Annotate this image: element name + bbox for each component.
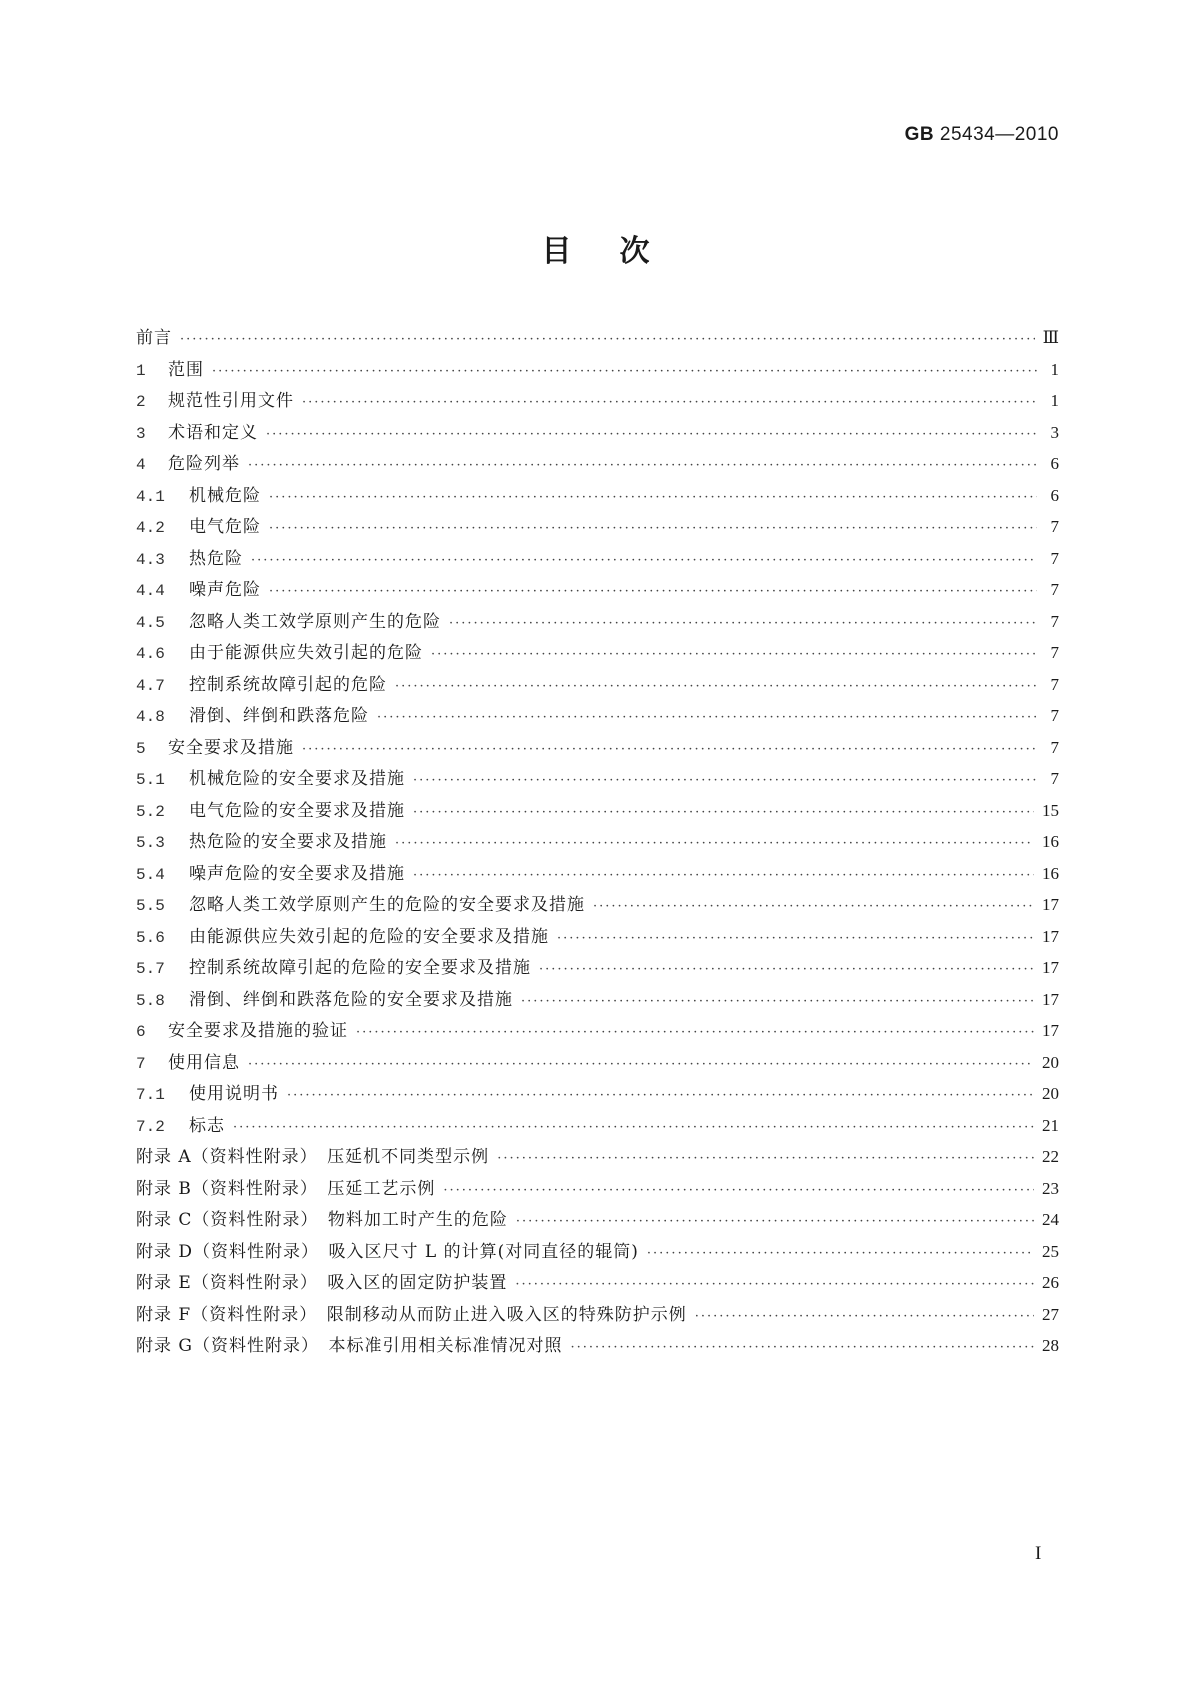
- toc-dot-leader: [695, 1301, 1034, 1333]
- toc-entry-label: 噪声危险的安全要求及措施: [189, 863, 405, 884]
- toc-entry-number: 4.2: [136, 519, 165, 537]
- toc-entry[interactable]: [136, 1330, 1059, 1362]
- toc-entry-page: 7: [1050, 706, 1059, 725]
- toc-entry-label: 热危险的安全要求及措施: [189, 832, 387, 852]
- toc-entry-label: 附录 A（资料性附录） 压延机不同类型示例: [136, 1147, 490, 1167]
- toc-dot-leader: [413, 860, 1034, 892]
- toc-dot-leader: [251, 545, 1037, 577]
- standard-code: [905, 124, 1059, 146]
- toc-entry-label: 热危险: [189, 548, 243, 569]
- toc-dot-leader: [180, 324, 1035, 356]
- toc-entry-page: 7: [1050, 517, 1059, 536]
- toc-entry-page: 27: [1042, 1304, 1059, 1324]
- toc-entry-page: 16: [1042, 832, 1059, 851]
- toc-entry-page: 17: [1042, 989, 1059, 1009]
- toc-entry[interactable]: [136, 669, 1059, 701]
- toc-entry-number: 4.7: [136, 676, 165, 695]
- toc-entry-label: 使用说明书: [189, 1084, 279, 1104]
- toc-entry-page: 6: [1050, 485, 1059, 505]
- toc-entry[interactable]: [136, 606, 1059, 638]
- toc-entry-page: 1: [1050, 391, 1059, 410]
- toc-entry-number: 5.8: [136, 991, 165, 1010]
- toc-entry-number: 5.1: [136, 771, 165, 789]
- toc-entry-label: 忽略人类工效学原则产生的危险: [189, 611, 441, 632]
- toc-dot-leader: [233, 1112, 1034, 1144]
- toc-entry-label: 附录 F（资料性附录） 限制移动从而防止进入吸入区的特殊防护示例: [136, 1304, 687, 1325]
- toc-entry[interactable]: [136, 385, 1059, 417]
- toc-entry[interactable]: [136, 1110, 1059, 1142]
- toc-entry[interactable]: [136, 354, 1059, 386]
- page-title: 目次: [541, 234, 698, 269]
- toc-entry-label: 电气危险的安全要求及措施: [189, 800, 405, 821]
- toc-entry-number: 6: [136, 1023, 146, 1041]
- toc-entry-label: 噪声危险: [189, 580, 261, 600]
- standard-number: 25434—2010: [939, 124, 1059, 145]
- toc-entry-number: 5.2: [136, 802, 165, 821]
- toc-entry-label: 机械危险: [189, 485, 261, 506]
- toc-entry-page: 3: [1050, 422, 1059, 442]
- toc-dot-leader: [497, 1143, 1034, 1175]
- toc-entry-label: 使用信息: [168, 1052, 240, 1073]
- toc-entry-page: 25: [1042, 1241, 1059, 1261]
- toc-entry-label: 附录 D（资料性附录） 吸入区尺寸 L 的计算(对同直径的辊筒): [136, 1241, 639, 1262]
- toc-entry-page: 17: [1042, 1021, 1059, 1040]
- toc-entry-number: 7.2: [136, 1117, 165, 1136]
- toc-entry-label: 前言: [136, 328, 172, 348]
- toc-entry-page: 20: [1042, 1052, 1059, 1072]
- toc-entry[interactable]: [136, 826, 1059, 858]
- toc-entry[interactable]: [136, 511, 1059, 543]
- toc-dot-leader: [269, 482, 1037, 514]
- toc-entry-page: 7: [1050, 737, 1059, 757]
- toc-entry[interactable]: [136, 763, 1059, 795]
- toc-entry-label: 滑倒、绊倒和跌落危险的安全要求及措施: [189, 989, 513, 1010]
- toc-entry-number: 2: [136, 393, 146, 411]
- toc-entry-label: 忽略人类工效学原则产生的危险的安全要求及措施: [189, 895, 585, 915]
- toc-dot-leader: [413, 765, 1037, 797]
- toc-entry[interactable]: [136, 448, 1059, 480]
- toc-entry-page: Ⅲ: [1042, 328, 1059, 347]
- toc-entry[interactable]: [136, 417, 1059, 449]
- toc-dot-leader: [269, 576, 1037, 608]
- toc-dot-leader: [302, 734, 1037, 766]
- toc-entry-number: 7: [136, 1054, 146, 1073]
- toc-entry-number: 5.6: [136, 928, 165, 947]
- toc-entry[interactable]: [136, 700, 1059, 732]
- toc-entry-label: 机械危险的安全要求及措施: [189, 769, 405, 789]
- toc-entry-number: 4.5: [136, 613, 165, 632]
- page-number: I: [1035, 1543, 1042, 1564]
- toc-entry-label: 术语和定义: [168, 422, 258, 443]
- toc-entry-page: 7: [1050, 674, 1059, 694]
- toc-entry-number: 4.3: [136, 550, 165, 569]
- toc-entry[interactable]: [136, 1267, 1059, 1299]
- toc-entry-page: 7: [1050, 769, 1059, 788]
- toc-dot-leader: [269, 513, 1037, 545]
- toc-entry-page: 17: [1042, 895, 1059, 914]
- toc-entry-page: 17: [1042, 958, 1059, 977]
- toc-dot-leader: [539, 954, 1034, 986]
- toc-entry[interactable]: [136, 795, 1059, 827]
- toc-dot-leader: [570, 1332, 1034, 1364]
- toc-entry-page: 22: [1042, 1147, 1059, 1166]
- standard-prefix: GB: [904, 124, 935, 145]
- toc-entry-number: 4.6: [136, 645, 165, 663]
- toc-dot-leader: [266, 419, 1037, 451]
- toc-entry-label: 附录 B（资料性附录） 压延工艺示例: [136, 1178, 436, 1199]
- toc-entry[interactable]: [136, 921, 1059, 953]
- toc-dot-leader: [377, 702, 1037, 734]
- table-of-contents: [136, 322, 1059, 1362]
- toc-dot-leader: [431, 639, 1037, 671]
- toc-entry-label: 范围: [168, 359, 204, 380]
- toc-dot-leader: [557, 923, 1034, 955]
- toc-entry-page: 1: [1050, 359, 1059, 379]
- toc-entry-label: 标志: [189, 1115, 225, 1136]
- toc-entry[interactable]: [136, 1078, 1059, 1110]
- toc-entry-label: 规范性引用文件: [168, 391, 294, 411]
- toc-entry-page: 15: [1042, 800, 1059, 820]
- toc-entry-label: 控制系统故障引起的危险: [189, 674, 387, 695]
- toc-entry[interactable]: [136, 889, 1059, 921]
- toc-entry-page: 28: [1042, 1336, 1059, 1355]
- toc-entry-number: 5.3: [136, 834, 165, 852]
- toc-entry[interactable]: [136, 543, 1059, 575]
- toc-dot-leader: [413, 797, 1034, 829]
- toc-entry-page: 26: [1042, 1273, 1059, 1292]
- toc-dot-leader: [287, 1080, 1034, 1112]
- toc-entry[interactable]: [136, 732, 1059, 764]
- toc-entry-number: 5: [136, 739, 146, 758]
- toc-entry-number: 3: [136, 424, 146, 443]
- toc-entry-page: 7: [1050, 643, 1059, 662]
- toc-entry-label: 控制系统故障引起的危险的安全要求及措施: [189, 958, 531, 978]
- toc-entry-number: 4.8: [136, 708, 165, 726]
- toc-entry-number: 5.7: [136, 960, 165, 978]
- toc-entry-number: 5.4: [136, 865, 165, 884]
- toc-entry-page: 23: [1042, 1178, 1059, 1198]
- toc-dot-leader: [356, 1017, 1034, 1049]
- toc-entry-label: 附录 C（资料性附录） 物料加工时产生的危险: [136, 1210, 508, 1230]
- toc-entry[interactable]: [136, 480, 1059, 512]
- toc-entry-number: 4.4: [136, 582, 165, 600]
- toc-dot-leader: [248, 450, 1037, 482]
- toc-entry[interactable]: [136, 637, 1059, 669]
- toc-entry-label: 滑倒、绊倒和跌落危险: [189, 706, 369, 726]
- toc-entry[interactable]: [136, 1047, 1059, 1079]
- toc-entry-number: 7.1: [136, 1086, 165, 1104]
- toc-entry[interactable]: [136, 984, 1059, 1016]
- toc-entry-page: 21: [1042, 1115, 1059, 1135]
- toc-dot-leader: [302, 387, 1037, 419]
- toc-entry-label: 电气危险: [189, 517, 261, 537]
- toc-entry[interactable]: [136, 1204, 1059, 1236]
- toc-entry-label: 安全要求及措施: [168, 737, 294, 758]
- toc-entry-page: 16: [1042, 863, 1059, 883]
- toc-dot-leader: [395, 671, 1037, 703]
- toc-entry-label: 由于能源供应失效引起的危险: [189, 643, 423, 663]
- toc-entry-page: 24: [1042, 1210, 1059, 1229]
- toc-entry[interactable]: [136, 1141, 1059, 1173]
- toc-entry-label: 由能源供应失效引起的危险的安全要求及措施: [189, 926, 549, 947]
- toc-entry-page: 7: [1050, 611, 1059, 631]
- toc-dot-leader: [212, 356, 1037, 388]
- toc-dot-leader: [515, 1269, 1034, 1301]
- toc-entry-label: 附录 E（资料性附录） 吸入区的固定防护装置: [136, 1273, 508, 1293]
- toc-dot-leader: [516, 1206, 1034, 1238]
- toc-entry[interactable]: [136, 1299, 1059, 1331]
- toc-entry[interactable]: [136, 574, 1059, 606]
- toc-entry[interactable]: [136, 322, 1059, 354]
- toc-entry-page: 20: [1042, 1084, 1059, 1103]
- toc-dot-leader: [521, 986, 1034, 1018]
- toc-dot-leader: [647, 1238, 1034, 1270]
- toc-entry-page: 7: [1050, 548, 1059, 568]
- toc-dot-leader: [593, 891, 1034, 923]
- toc-entry-label: 危险列举: [168, 454, 240, 474]
- toc-entry-number: 4.1: [136, 487, 165, 506]
- toc-entry[interactable]: [136, 1236, 1059, 1268]
- toc-entry[interactable]: [136, 1015, 1059, 1047]
- toc-dot-leader: [248, 1049, 1034, 1081]
- toc-entry-label: 安全要求及措施的验证: [168, 1021, 348, 1041]
- toc-entry[interactable]: [136, 952, 1059, 984]
- toc-dot-leader: [449, 608, 1037, 640]
- toc-entry-label: 附录 G（资料性附录） 本标准引用相关标准情况对照: [136, 1336, 563, 1356]
- toc-entry-page: 6: [1050, 454, 1059, 473]
- toc-dot-leader: [443, 1175, 1034, 1207]
- toc-entry-number: 1: [136, 361, 146, 380]
- toc-entry-page: 7: [1050, 580, 1059, 599]
- toc-dot-leader: [395, 828, 1034, 860]
- toc-entry-number: 4: [136, 456, 146, 474]
- toc-entry-page: 17: [1042, 926, 1059, 946]
- toc-entry-number: 5.5: [136, 897, 165, 915]
- toc-entry[interactable]: [136, 1173, 1059, 1205]
- toc-entry[interactable]: [136, 858, 1059, 890]
